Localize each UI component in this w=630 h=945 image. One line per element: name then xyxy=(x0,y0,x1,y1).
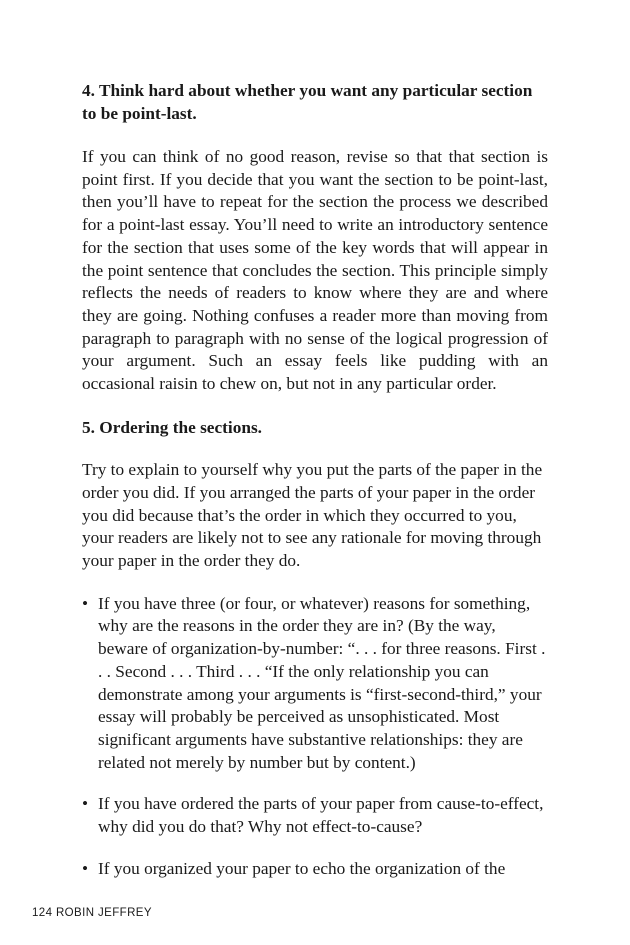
page-body xyxy=(82,80,548,899)
list-item-text: If you have three (or four, or whatever) reasons for something, why are the reasons in the order they are in? (By the way, beware of organization-by-number: “. . . for three reasons. First . . . Second . . . Third . . . “If the only relationship you can demonstrate among your arguments is “first-second-third,” your essay will probably be perceived as unsophisticated. Most significant arguments have substantive relationships: they are related not merely by number but by content.) xyxy=(98,593,546,772)
section-paragraph-4: If you can think of no good reason, revise so that that section is point first. If you decide that you want the section to be point-last, then you’ll have to repeat for the section the process we described for a point-last essay. You’ll need to write an introductory sentence for the section that uses some of the key words that will appear in the point sentence that concludes the section. This principle simply reflects the needs of readers to know where they are and where they are going. Nothing confuses a reader more than moving from paragraph to paragraph with no sense of the logical progression of your argument. Such an essay feels like pudding with an occasional raisin to chew on, but not in any particular order. xyxy=(82,147,548,394)
bullet-icon: • xyxy=(82,593,89,613)
page-footer: 124 ROBIN JEFFREY xyxy=(32,907,152,919)
list-item-text: If you organized your paper to echo the organization of the xyxy=(98,858,506,878)
list-item-text: If you have ordered the parts of your paper from cause-to-effect, why did you do that? Why not effect-to-cause? xyxy=(98,794,544,837)
section-heading-5: 5. Ordering the sections. xyxy=(82,417,262,437)
bullet-icon: • xyxy=(82,858,89,878)
section-heading-4: 4. Think hard about whether you want any particular section to be point-last. xyxy=(82,81,533,123)
list-item xyxy=(82,793,548,838)
list-item xyxy=(82,593,548,775)
bullet-icon: • xyxy=(82,794,89,814)
section-paragraph-5: Try to explain to yourself why you put the parts of the paper in the order you did. If you arranged the parts of your paper in the order you did because that’s the order in which they occurred to you, your readers are likely not to see any rationale for moving through your paper in the order they do. xyxy=(82,460,543,571)
bullet-list xyxy=(82,593,548,881)
list-item xyxy=(82,858,548,881)
